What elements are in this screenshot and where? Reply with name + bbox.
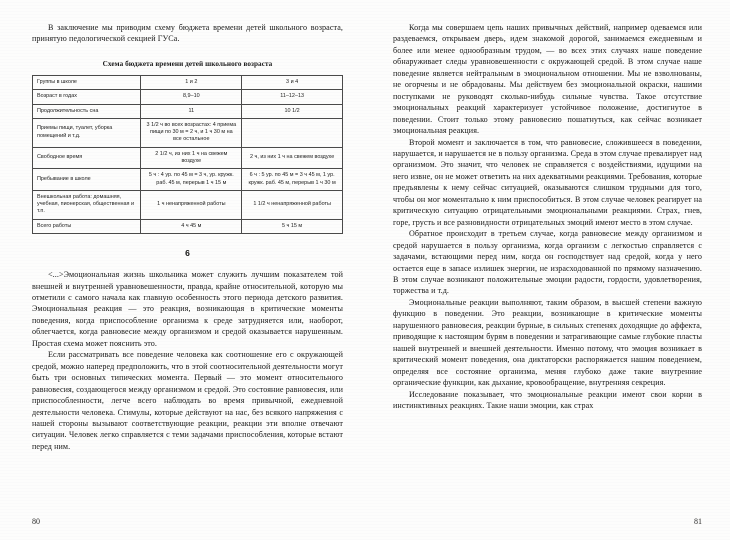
folio-left: 80 bbox=[32, 517, 40, 526]
row-label: Свободное время bbox=[33, 147, 141, 169]
intro-paragraph: В заключение мы приводим схему бюджета времени детей школьного возраста, принятую педологической секцией ГУСа. bbox=[32, 23, 343, 44]
section-number: 6 bbox=[185, 248, 190, 259]
page-right bbox=[365, 0, 730, 540]
row-col1: 2 1/2 ч, из них 1 ч на свежем воздухе bbox=[141, 147, 242, 169]
body-paragraph: Если рассматривать все поведение человека как соотношение его с окружающей средой, можно наперед предположить, что в этой соотносительной деятельности могут быть три основных типических момента. Первый — это момент относительного равновесия, создающегося между организмом и средой. Это состояние равновесия, или приспособленности, легче всего наблюдать во время привычной, ежедневной деятельности человека. Стимулы, которые действуют на нас, без всякого напряжения с нашей стороны вызывают соответствующие реакции, реакции эти вполне отвечают ситуации. Человек легко справляется с теми задачами приспособления, которые встают перед ним. bbox=[32, 350, 343, 451]
body-paragraph: Исследование показывает, что эмоциональные реакции имеют свои корни в инстинктивных реакциях. Такие наши эмоции, как страх bbox=[393, 389, 702, 410]
row-label: Группы в школе bbox=[33, 75, 141, 89]
row-label: Внешкольная работа: домашняя, учебная, пионерская, общественная и т.п. bbox=[33, 190, 141, 219]
row-col1: 11 bbox=[141, 104, 242, 118]
table-row bbox=[33, 104, 343, 118]
folio-right: 81 bbox=[694, 517, 702, 526]
row-label: Приемы пищи, туалет, уборка помещений и т.д. bbox=[33, 118, 141, 147]
row-col1: 5 ч : 4 ур. по 45 м = 3 ч, ур. кружк. раб. 45 м, перерыв 1 ч 15 м bbox=[141, 169, 242, 191]
table-title: Схема бюджета времени детей школьного возраста bbox=[102, 59, 273, 68]
row-col1: 4 ч 45 м bbox=[141, 219, 242, 233]
table-row bbox=[33, 118, 343, 147]
body-paragraph: Когда мы совершаем цепь наших привычных действий, например одеваемся или раздеваемся, открываем дверь, идем знакомой дорогой, занимаемся ежедневным и более или менее однообразным трудом, — во всех этих случаях наше поведение обнаруживает следы уравновешенности с окружающей средой. В этом случае наше поведение является нейтральным в эмоциональном отношении. Мы не взволнованы, не огорчены и не обрадованы. Мы действуем без эмоциональной окраски, нашими поступками не руководят сколько-нибудь сильные чувства. Такое отсутствие эмоциональных реакций характеризует устойчивое положение, достигнутое в поведении. Стоит только этому равновесию пошатнуться, как сейчас возникает эмоциональная реакция. bbox=[393, 23, 702, 136]
row-label: Пребывание в школе bbox=[33, 169, 141, 191]
body-paragraph: Эмоциональные реакции выполняют, таким образом, в высшей степени важную функцию в поведении. Это реакции, возникающие в критические моменты нарушенного равновесия, реакции бурные, в сильных степенях доходящие до аффекта, приводящие к настоящим бурям в поведении и затрагивающие самые глубокие пласты нашей внутренней и внешней деятельности. Именно потому, что эмоция возникает в критический момент поведения, она диктаторски распоряжается нашим поведением, определяя все состояние организма, меняя глубоко даже такие внутренние органические функции, как дыхание, кровообращение, внутренняя секреция. bbox=[393, 297, 702, 388]
table-row bbox=[33, 90, 343, 104]
row-col2: 10 1/2 bbox=[242, 104, 343, 118]
table-row bbox=[33, 190, 343, 219]
body-paragraph: Обратное происходит в третьем случае, когда равновесие между организмом и средой нарушается в пользу организма, когда организм с легкостью справляется с задачами, встающими перед ним, когда он господствует над средой, когда у него остается еще в запасе излишек энергии, не израсходованной по прямому назначению. В этом случае возникают положительные эмоции радости, гордости, удовлетворения, торжества и т.д. bbox=[393, 229, 702, 296]
row-col1: 3 1/2 ч во всех возрастах: 4 приема пищи по 30 м = 2 ч, и 1 ч 30 м на все остальное bbox=[141, 118, 242, 147]
table-row bbox=[33, 75, 343, 89]
row-col2: 2 ч, из них 1 ч на свежем воздухе bbox=[242, 147, 343, 169]
row-col1: 8,9–10 bbox=[141, 90, 242, 104]
row-label: Продолжительность сна bbox=[33, 104, 141, 118]
body-paragraph: Второй момент и заключается в том, что равновесие, сложившееся в поведении, нарушается, и нарушается не в пользу организма. Среда в этом случае превалирует над организмом. Это значит, что человек не справляется с воздействиями, идущими на него извне, он не может ответить на них адекватными реакциями. Требования, которые предъявлены к нему сейчас ситуацией, оказываются слишком трудными для того, чтобы он мог моментально к ним приспособиться. В этом случае человек реагирует на критическую ситуацию отрицательными эмоциональными реакциями. Страх, гнев, горе, грусть и все разновидности отрицательных эмоций имеют место в этом случае. bbox=[393, 137, 702, 227]
row-col2: 11–12–13 bbox=[242, 90, 343, 104]
row-label: Всего работы bbox=[33, 219, 141, 233]
row-col2: 6 ч : 5 ур. по 45 м = 3 ч 45 м, 1 ур. кружк. раб. 45 м, перерыв 1 ч 30 м bbox=[242, 169, 343, 191]
row-col2 bbox=[242, 118, 343, 147]
row-col1: 1 и 2 bbox=[141, 75, 242, 89]
body-paragraph: <...>Эмоциональная жизнь школьника может служить лучшим показателем той внешней и внутренней уравновешенности, правда, крайне относительной, которую мы отметили с самого начала как главную особенность этого периода детского развития. Эмоциональная реакция — это реакция, возникающая в критические моменты поведения, когда приспособление организма к среде затрудняется или, наоборот, облегчается, когда равновесие между организмом и средой оказывается нарушенным. Простая схема может пояснить это. bbox=[32, 270, 343, 348]
table-row bbox=[33, 169, 343, 191]
row-col2: 5 ч 15 м bbox=[242, 219, 343, 233]
table-row bbox=[33, 147, 343, 169]
budget-table bbox=[32, 75, 343, 234]
row-col1: 1 ч ненапряженной работы bbox=[141, 190, 242, 219]
row-label: Возраст в годах bbox=[33, 90, 141, 104]
row-col2: 1 1/2 ч ненапряженной работы bbox=[242, 190, 343, 219]
budget-table-body bbox=[33, 75, 343, 233]
table-row bbox=[33, 219, 343, 233]
row-col2: 3 и 4 bbox=[242, 75, 343, 89]
